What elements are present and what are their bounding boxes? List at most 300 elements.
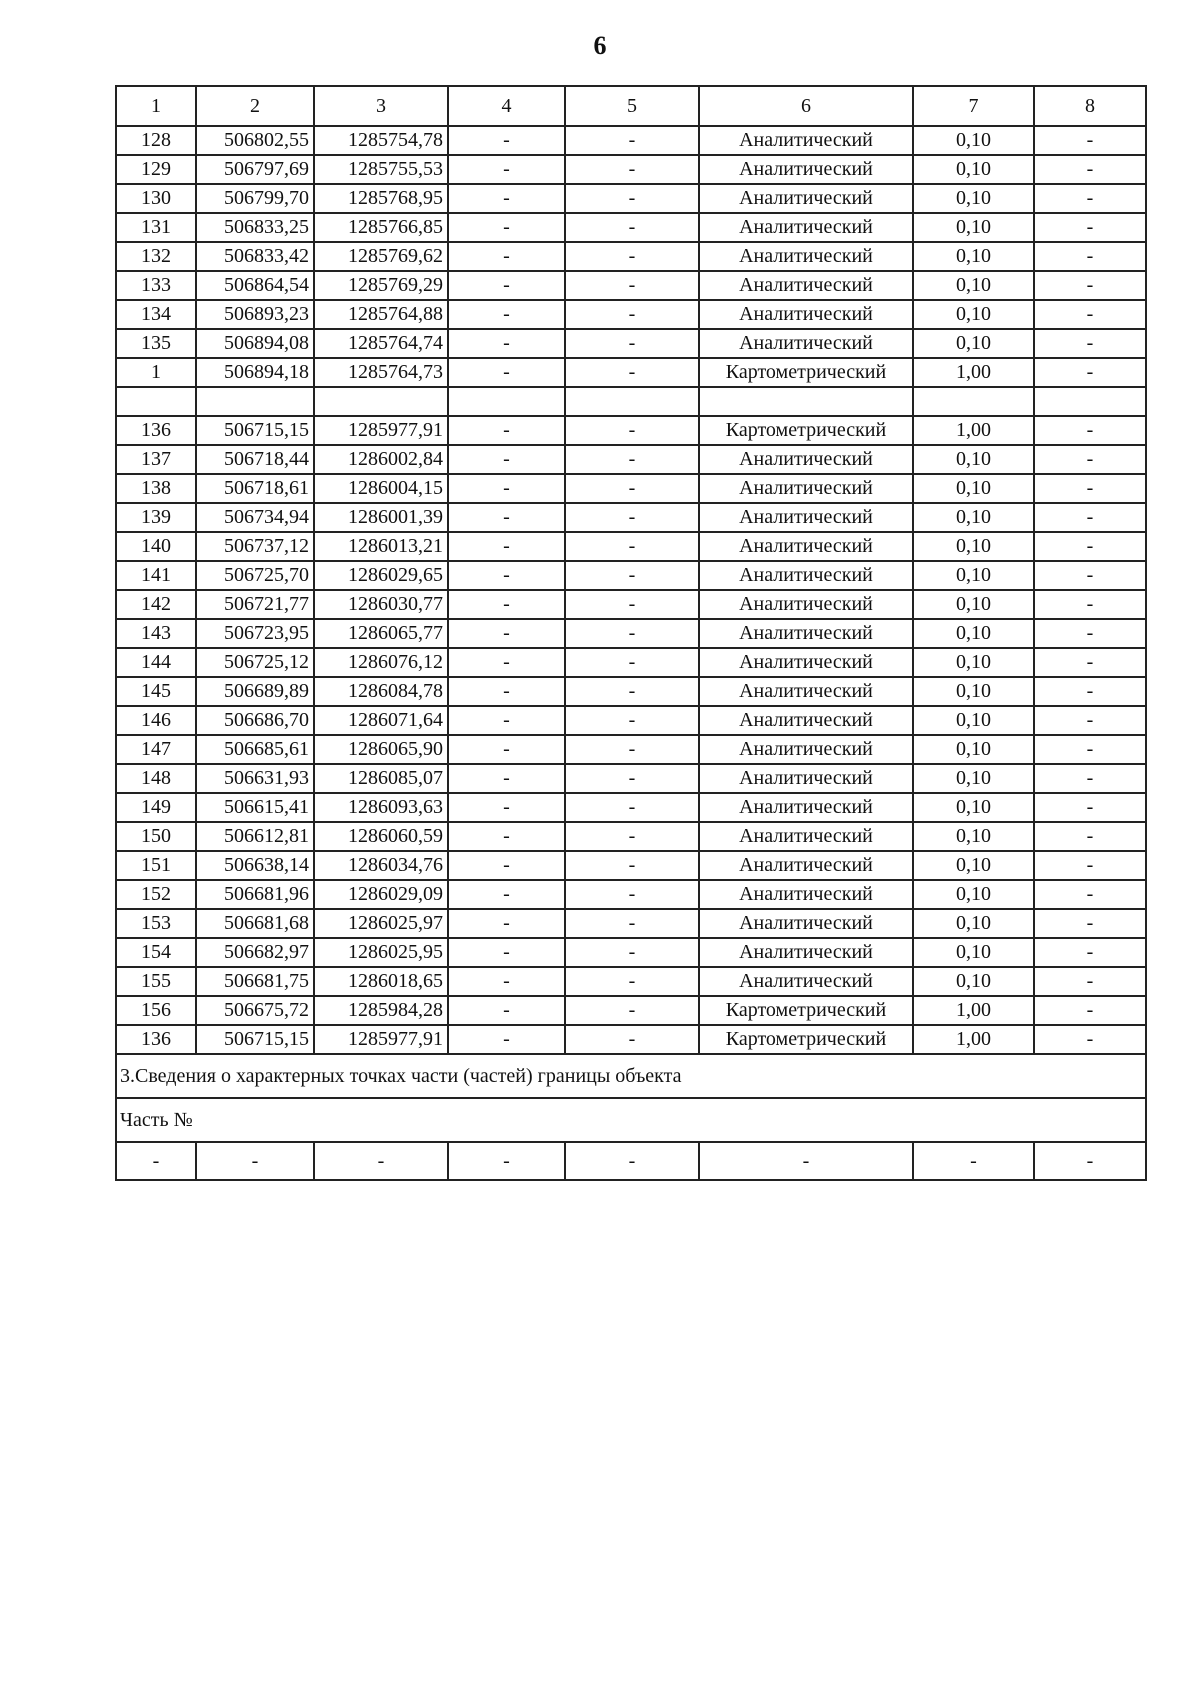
cell-coord-col-5: -	[565, 416, 699, 445]
cell-precision: 0,10	[913, 793, 1034, 822]
cell-method: Аналитический	[699, 648, 913, 677]
cell-description: -	[1034, 445, 1146, 474]
cell-coord-y: 1286076,12	[314, 648, 448, 677]
part-cell: -	[116, 1142, 196, 1180]
cell-coord-x: 506734,94	[196, 503, 314, 532]
cell-coord-y: 1286085,07	[314, 764, 448, 793]
cell-description: -	[1034, 271, 1146, 300]
cell-coord-x: 506681,75	[196, 967, 314, 996]
cell-coord-col-5: -	[565, 590, 699, 619]
cell-point-number: 152	[116, 880, 196, 909]
cell-method: Аналитический	[699, 590, 913, 619]
cell-coord-col-4: -	[448, 126, 565, 155]
cell-description: -	[1034, 184, 1146, 213]
table-row	[116, 503, 1146, 532]
header-cell: 8	[1034, 86, 1146, 126]
cell-coord-y: 1285764,73	[314, 358, 448, 387]
cell-coord-col-5: -	[565, 822, 699, 851]
cell-coord-y: 1286001,39	[314, 503, 448, 532]
cell-coord-x: 506725,12	[196, 648, 314, 677]
part-cell: -	[699, 1142, 913, 1180]
cell-point-number: 148	[116, 764, 196, 793]
cell-point-number: 150	[116, 822, 196, 851]
cell-precision: 0,10	[913, 213, 1034, 242]
cell-precision: 0,10	[913, 735, 1034, 764]
cell-point-number: 133	[116, 271, 196, 300]
header-cell: 1	[116, 86, 196, 126]
cell-method: Аналитический	[699, 793, 913, 822]
cell-coord-col-5: -	[565, 735, 699, 764]
cell-coord-x: 506833,25	[196, 213, 314, 242]
cell-point-number: 155	[116, 967, 196, 996]
cell-description: -	[1034, 532, 1146, 561]
cell-coord-x: 506894,18	[196, 358, 314, 387]
cell-description: -	[1034, 561, 1146, 590]
cell-precision: 0,10	[913, 822, 1034, 851]
table-row	[116, 764, 1146, 793]
header-cell: 7	[913, 86, 1034, 126]
cell-method: Аналитический	[699, 532, 913, 561]
cell-coord-x: 506802,55	[196, 126, 314, 155]
cell-method: Аналитический	[699, 213, 913, 242]
cell-description: -	[1034, 735, 1146, 764]
cell-coord-col-5: -	[565, 155, 699, 184]
cell-point-number: 154	[116, 938, 196, 967]
cell-coord-col-4: -	[448, 735, 565, 764]
cell-precision: 1,00	[913, 416, 1034, 445]
cell-coord-col-5: -	[565, 358, 699, 387]
cell-coord-x: 506893,23	[196, 300, 314, 329]
header-cell: 5	[565, 86, 699, 126]
cell-coord-x: 506686,70	[196, 706, 314, 735]
cell-description: -	[1034, 213, 1146, 242]
cell-method: Аналитический	[699, 851, 913, 880]
cell-coord-y: 1286071,64	[314, 706, 448, 735]
cell-coord-x: 506638,14	[196, 851, 314, 880]
cell-coord-col-5: -	[565, 474, 699, 503]
cell-coord-y: 1285766,85	[314, 213, 448, 242]
cell-coord-col-4: -	[448, 590, 565, 619]
cell-coord-col-4: -	[448, 822, 565, 851]
cell-coord-col-5: -	[565, 1025, 699, 1054]
cell-description: -	[1034, 793, 1146, 822]
cell-coord-col-5: -	[565, 793, 699, 822]
cell-point-number: 132	[116, 242, 196, 271]
table-row	[116, 996, 1146, 1025]
header-cell: 6	[699, 86, 913, 126]
cell-method: Аналитический	[699, 126, 913, 155]
cell-point-number: 145	[116, 677, 196, 706]
cell-description: -	[1034, 909, 1146, 938]
cell-coord-y: 1285764,88	[314, 300, 448, 329]
cell-coord-y: 1285984,28	[314, 996, 448, 1025]
cell-coord-y: 1286025,97	[314, 909, 448, 938]
cell-method: Аналитический	[699, 271, 913, 300]
cell-point-number: 138	[116, 474, 196, 503]
cell-coord-col-4: -	[448, 880, 565, 909]
cell-method: Аналитический	[699, 735, 913, 764]
table-row	[116, 706, 1146, 735]
cell-coord-x: 506723,95	[196, 619, 314, 648]
cell-description: -	[1034, 880, 1146, 909]
cell-coord-col-4: -	[448, 967, 565, 996]
cell-coord-x: 506833,42	[196, 242, 314, 271]
cell-coord-x: 506675,72	[196, 996, 314, 1025]
cell-coord-x: 506615,41	[196, 793, 314, 822]
cell-method: Аналитический	[699, 822, 913, 851]
cell-method: Аналитический	[699, 445, 913, 474]
cell-coord-col-4: -	[448, 677, 565, 706]
cell-coord-col-4: -	[448, 445, 565, 474]
cell-coord-col-4: -	[448, 416, 565, 445]
header-row	[116, 86, 1146, 126]
part-label-row	[116, 1098, 1146, 1142]
table-row	[116, 242, 1146, 271]
cell-point-number: 137	[116, 445, 196, 474]
cell-coord-y	[314, 387, 448, 416]
cell-coord-col-4: -	[448, 851, 565, 880]
cell-point-number: 129	[116, 155, 196, 184]
cell-coord-col-5: -	[565, 851, 699, 880]
cell-method	[699, 387, 913, 416]
table-row	[116, 271, 1146, 300]
cell-method: Картометрический	[699, 358, 913, 387]
cell-method: Аналитический	[699, 619, 913, 648]
cell-description: -	[1034, 155, 1146, 184]
cell-coord-y: 1285755,53	[314, 155, 448, 184]
cell-coord-x: 506718,61	[196, 474, 314, 503]
cell-coord-col-4: -	[448, 271, 565, 300]
cell-coord-col-4: -	[448, 764, 565, 793]
header-cell: 4	[448, 86, 565, 126]
cell-point-number: 156	[116, 996, 196, 1025]
cell-point-number: 142	[116, 590, 196, 619]
cell-description: -	[1034, 764, 1146, 793]
cell-coord-x: 506721,77	[196, 590, 314, 619]
cell-method: Аналитический	[699, 880, 913, 909]
cell-point-number: 140	[116, 532, 196, 561]
cell-coord-col-5: -	[565, 996, 699, 1025]
cell-coord-y: 1286030,77	[314, 590, 448, 619]
cell-method: Аналитический	[699, 155, 913, 184]
cell-coord-col-5: -	[565, 909, 699, 938]
cell-point-number: 134	[116, 300, 196, 329]
header-cell: 2	[196, 86, 314, 126]
cell-method: Картометрический	[699, 416, 913, 445]
cell-precision: 0,10	[913, 909, 1034, 938]
cell-point-number: 135	[116, 329, 196, 358]
cell-description: -	[1034, 996, 1146, 1025]
table-row	[116, 184, 1146, 213]
cell-coord-x: 506715,15	[196, 1025, 314, 1054]
cell-coord-y: 1286029,65	[314, 561, 448, 590]
cell-description: -	[1034, 242, 1146, 271]
cell-precision: 0,10	[913, 126, 1034, 155]
cell-precision: 0,10	[913, 590, 1034, 619]
cell-coord-y: 1286065,77	[314, 619, 448, 648]
cell-coord-y: 1285768,95	[314, 184, 448, 213]
cell-coord-x: 506612,81	[196, 822, 314, 851]
cell-point-number: 136	[116, 1025, 196, 1054]
cell-method: Аналитический	[699, 184, 913, 213]
cell-method: Аналитический	[699, 329, 913, 358]
cell-coord-col-5: -	[565, 184, 699, 213]
cell-coord-col-4: -	[448, 619, 565, 648]
table-row	[116, 416, 1146, 445]
cell-coord-x: 506681,68	[196, 909, 314, 938]
cell-coord-col-4: -	[448, 155, 565, 184]
cell-coord-y: 1286004,15	[314, 474, 448, 503]
cell-description: -	[1034, 300, 1146, 329]
cell-coord-col-5: -	[565, 967, 699, 996]
table-row	[116, 880, 1146, 909]
cell-coord-col-4: -	[448, 503, 565, 532]
cell-coord-col-4	[448, 387, 565, 416]
cell-coord-col-4: -	[448, 996, 565, 1025]
cell-coord-x: 506894,08	[196, 329, 314, 358]
cell-coord-x: 506737,12	[196, 532, 314, 561]
table-row	[116, 1025, 1146, 1054]
cell-coord-x: 506715,15	[196, 416, 314, 445]
cell-coord-col-5: -	[565, 561, 699, 590]
cell-coord-col-5: -	[565, 706, 699, 735]
cell-coord-x: 506685,61	[196, 735, 314, 764]
cell-method: Картометрический	[699, 996, 913, 1025]
cell-point-number	[116, 387, 196, 416]
cell-description: -	[1034, 822, 1146, 851]
cell-coord-x	[196, 387, 314, 416]
cell-coord-col-5: -	[565, 764, 699, 793]
cell-point-number: 128	[116, 126, 196, 155]
cell-description: -	[1034, 677, 1146, 706]
cell-description: -	[1034, 503, 1146, 532]
cell-coord-y: 1285764,74	[314, 329, 448, 358]
cell-point-number: 141	[116, 561, 196, 590]
cell-coord-col-4: -	[448, 184, 565, 213]
cell-coord-y: 1286065,90	[314, 735, 448, 764]
cell-coord-col-4: -	[448, 213, 565, 242]
cell-precision: 0,10	[913, 532, 1034, 561]
cell-coord-col-5: -	[565, 880, 699, 909]
cell-precision: 0,10	[913, 503, 1034, 532]
table-row	[116, 967, 1146, 996]
cell-coord-col-4: -	[448, 358, 565, 387]
cell-method: Аналитический	[699, 938, 913, 967]
table-row	[116, 358, 1146, 387]
cell-point-number: 149	[116, 793, 196, 822]
cell-method: Аналитический	[699, 909, 913, 938]
part-cell: -	[565, 1142, 699, 1180]
cell-coord-col-5: -	[565, 329, 699, 358]
cell-coord-col-5: -	[565, 271, 699, 300]
cell-coord-y: 1286084,78	[314, 677, 448, 706]
cell-description: -	[1034, 967, 1146, 996]
cell-coord-x: 506689,89	[196, 677, 314, 706]
cell-point-number: 151	[116, 851, 196, 880]
cell-coord-col-4: -	[448, 474, 565, 503]
cell-coord-y: 1285769,29	[314, 271, 448, 300]
cell-description: -	[1034, 590, 1146, 619]
cell-coord-col-4: -	[448, 648, 565, 677]
cell-point-number: 147	[116, 735, 196, 764]
table-row	[116, 648, 1146, 677]
cell-coord-y: 1285754,78	[314, 126, 448, 155]
cell-coord-col-5: -	[565, 300, 699, 329]
cell-coord-col-4: -	[448, 300, 565, 329]
cell-precision: 1,00	[913, 358, 1034, 387]
cell-coord-col-5	[565, 387, 699, 416]
table-row	[116, 126, 1146, 155]
cell-coord-col-4: -	[448, 938, 565, 967]
cell-point-number: 131	[116, 213, 196, 242]
table-row	[116, 300, 1146, 329]
part-label: Часть №	[116, 1098, 1146, 1142]
cell-precision: 0,10	[913, 648, 1034, 677]
cell-precision: 0,10	[913, 880, 1034, 909]
cell-coord-col-5: -	[565, 213, 699, 242]
part-cell: -	[314, 1142, 448, 1180]
cell-coord-col-4: -	[448, 242, 565, 271]
cell-point-number: 143	[116, 619, 196, 648]
cell-point-number: 144	[116, 648, 196, 677]
cell-coord-col-4: -	[448, 561, 565, 590]
table-row	[116, 590, 1146, 619]
cell-coord-col-5: -	[565, 126, 699, 155]
table-row	[116, 213, 1146, 242]
cell-precision: 0,10	[913, 619, 1034, 648]
cell-precision: 0,10	[913, 967, 1034, 996]
cell-coord-col-5: -	[565, 532, 699, 561]
cell-coord-col-5: -	[565, 938, 699, 967]
cell-method: Аналитический	[699, 764, 913, 793]
cell-coord-col-4: -	[448, 909, 565, 938]
cell-coord-col-4: -	[448, 329, 565, 358]
table-row	[116, 155, 1146, 184]
table-row	[116, 474, 1146, 503]
table-row	[116, 561, 1146, 590]
cell-coord-x: 506725,70	[196, 561, 314, 590]
cell-precision	[913, 387, 1034, 416]
cell-point-number: 153	[116, 909, 196, 938]
cell-method: Аналитический	[699, 242, 913, 271]
cell-precision: 0,10	[913, 561, 1034, 590]
cell-precision: 0,10	[913, 677, 1034, 706]
table-row	[116, 619, 1146, 648]
cell-coord-x: 506718,44	[196, 445, 314, 474]
section-title: 3.Сведения о характерных точках части (частей) границы объекта	[116, 1054, 1146, 1098]
table-row	[116, 909, 1146, 938]
cell-method: Аналитический	[699, 706, 913, 735]
cell-description: -	[1034, 648, 1146, 677]
cell-coord-y: 1285977,91	[314, 416, 448, 445]
cell-precision: 1,00	[913, 996, 1034, 1025]
cell-coord-x: 506864,54	[196, 271, 314, 300]
cell-coord-y: 1286060,59	[314, 822, 448, 851]
cell-coord-y: 1286025,95	[314, 938, 448, 967]
cell-method: Аналитический	[699, 677, 913, 706]
part-cell: -	[196, 1142, 314, 1180]
cell-coord-col-4: -	[448, 1025, 565, 1054]
cell-coord-col-5: -	[565, 648, 699, 677]
cell-precision: 1,00	[913, 1025, 1034, 1054]
cell-point-number: 146	[116, 706, 196, 735]
cell-coord-col-4: -	[448, 793, 565, 822]
cell-precision: 0,10	[913, 445, 1034, 474]
cell-coord-x: 506799,70	[196, 184, 314, 213]
cell-precision: 0,10	[913, 300, 1034, 329]
part-cell: -	[1034, 1142, 1146, 1180]
cell-point-number: 139	[116, 503, 196, 532]
cell-coord-y: 1285769,62	[314, 242, 448, 271]
table-row	[116, 329, 1146, 358]
cell-description: -	[1034, 851, 1146, 880]
cell-coord-y: 1286034,76	[314, 851, 448, 880]
cell-precision: 0,10	[913, 474, 1034, 503]
cell-description: -	[1034, 126, 1146, 155]
cell-coord-x: 506681,96	[196, 880, 314, 909]
cell-precision: 0,10	[913, 329, 1034, 358]
cell-coord-col-5: -	[565, 503, 699, 532]
table-row	[116, 532, 1146, 561]
cell-description: -	[1034, 329, 1146, 358]
cell-method: Аналитический	[699, 474, 913, 503]
table-row	[116, 677, 1146, 706]
cell-precision: 0,10	[913, 271, 1034, 300]
section-title-row	[116, 1054, 1146, 1098]
part-data-row	[116, 1142, 1146, 1180]
part-cell: -	[448, 1142, 565, 1180]
table-body	[116, 86, 1146, 1180]
cell-method: Аналитический	[699, 300, 913, 329]
table-row	[116, 822, 1146, 851]
cell-coord-col-4: -	[448, 532, 565, 561]
cell-precision: 0,10	[913, 184, 1034, 213]
table-row	[116, 793, 1146, 822]
header-cell: 3	[314, 86, 448, 126]
cell-method: Аналитический	[699, 503, 913, 532]
cell-coord-x: 506631,93	[196, 764, 314, 793]
table-row	[116, 938, 1146, 967]
cell-coord-col-4: -	[448, 706, 565, 735]
cell-precision: 0,10	[913, 242, 1034, 271]
cell-coord-y: 1286013,21	[314, 532, 448, 561]
cell-precision: 0,10	[913, 851, 1034, 880]
cell-coord-col-5: -	[565, 242, 699, 271]
cell-point-number: 136	[116, 416, 196, 445]
cell-coord-y: 1286093,63	[314, 793, 448, 822]
cell-coord-y: 1286029,09	[314, 880, 448, 909]
blank-row	[116, 387, 1146, 416]
cell-coord-col-5: -	[565, 619, 699, 648]
cell-coord-y: 1286018,65	[314, 967, 448, 996]
cell-coord-y: 1286002,84	[314, 445, 448, 474]
cell-precision: 0,10	[913, 706, 1034, 735]
cell-description: -	[1034, 1025, 1146, 1054]
part-cell: -	[913, 1142, 1034, 1180]
cell-coord-x: 506682,97	[196, 938, 314, 967]
cell-precision: 0,10	[913, 155, 1034, 184]
cell-description	[1034, 387, 1146, 416]
cell-point-number: 130	[116, 184, 196, 213]
cell-description: -	[1034, 619, 1146, 648]
table-row	[116, 735, 1146, 764]
coordinates-table	[115, 85, 1147, 1181]
cell-description: -	[1034, 358, 1146, 387]
cell-description: -	[1034, 416, 1146, 445]
page-number: 6	[593, 31, 607, 60]
cell-method: Картометрический	[699, 1025, 913, 1054]
cell-coord-col-5: -	[565, 677, 699, 706]
